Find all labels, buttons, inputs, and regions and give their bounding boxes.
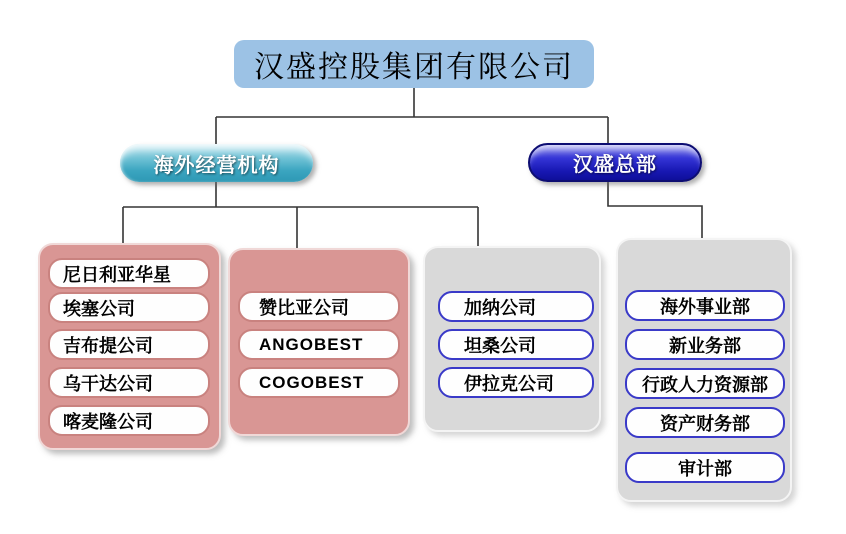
org-node: [238, 367, 400, 398]
org-node: [438, 329, 594, 360]
org-node: [438, 367, 594, 398]
branch-node-overseas: [120, 144, 313, 182]
org-node: [625, 290, 785, 321]
org-node-label: 新业务部: [669, 335, 741, 356]
panel-hq-departments: [616, 238, 792, 502]
org-node: [48, 258, 210, 289]
root-node-group-title: [234, 40, 594, 88]
org-node: [238, 329, 400, 360]
org-node: [625, 329, 785, 360]
branch-overseas-label: 海外经营机构: [153, 154, 280, 177]
branch-hq-label: 汉盛总部: [573, 154, 657, 176]
panel-overseas-group-1: [38, 243, 221, 450]
org-node-label: 加纳公司: [464, 297, 536, 318]
org-node-label: 伊拉克公司: [464, 373, 554, 394]
org-node: [625, 368, 785, 399]
org-node: [48, 292, 210, 323]
connector-root-to-branches: [216, 88, 608, 144]
org-node-label: 坦桑公司: [464, 335, 536, 356]
org-node-label: 行政人力资源部: [642, 374, 768, 395]
org-node-label: COGOBEST: [259, 372, 365, 392]
org-node: [238, 291, 400, 322]
connector-overseas-to-groups: [123, 182, 478, 248]
org-node-label: 资产财务部: [660, 413, 750, 434]
org-node-label: 乌干达公司: [63, 373, 153, 394]
org-node-label: 喀麦隆公司: [63, 411, 153, 432]
org-node-label: 吉布提公司: [63, 335, 153, 356]
org-node-label: 赞比亚公司: [259, 297, 349, 318]
branch-node-hq: [528, 143, 702, 182]
org-node: [438, 291, 594, 322]
panel-overseas-group-2: [228, 248, 410, 436]
panel-overseas-group-3: [423, 246, 601, 432]
org-node: [48, 405, 210, 436]
org-node: [48, 367, 210, 398]
org-node-label: 海外事业部: [660, 296, 750, 317]
org-node: [625, 452, 785, 483]
org-node: [48, 329, 210, 360]
root-node-label: 汉盛控股集团有限公司: [254, 51, 574, 84]
org-node-label: ANGOBEST: [259, 334, 364, 354]
connector-hq-to-departments: [608, 182, 702, 238]
org-node-label: 审计部: [678, 458, 732, 479]
org-node-label: 埃塞公司: [63, 298, 135, 319]
org-node: [625, 407, 785, 438]
org-node-label: 尼日利亚华星: [63, 264, 171, 285]
